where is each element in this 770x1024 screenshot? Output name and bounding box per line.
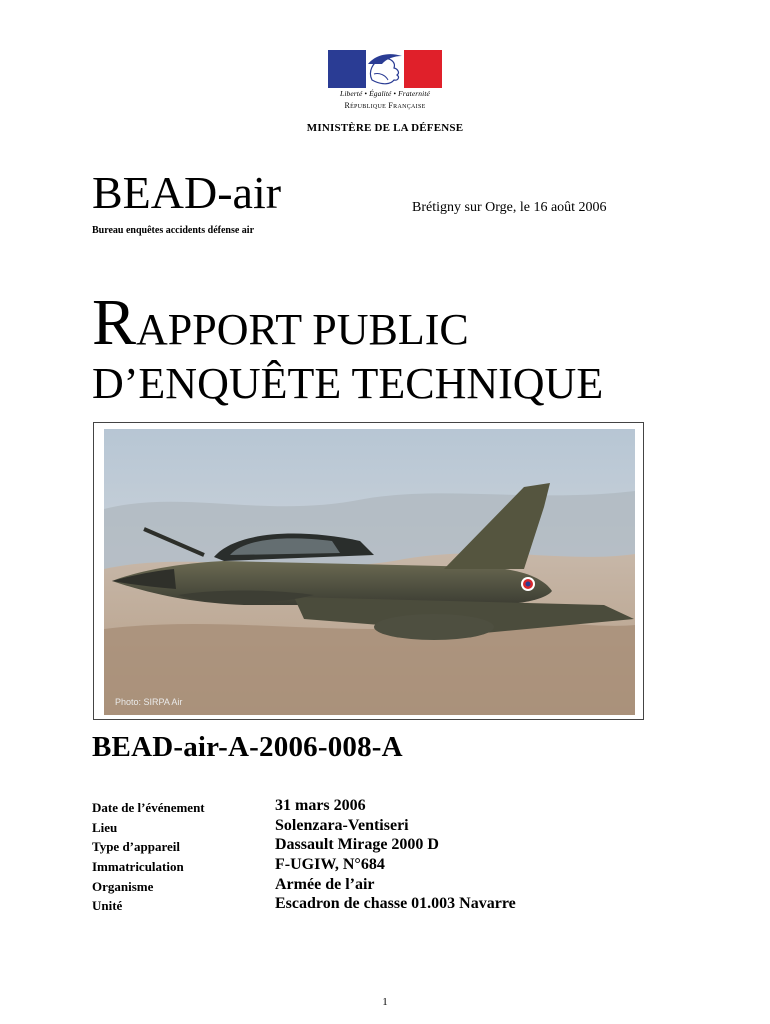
report-title-initial: R bbox=[92, 286, 137, 359]
report-title-line-1 bbox=[92, 286, 469, 359]
organization-name: BEAD-air bbox=[92, 167, 282, 218]
detail-value: Escadron de chasse 01.003 Navarre bbox=[275, 895, 516, 913]
republic-name: République Française bbox=[344, 101, 426, 110]
detail-label: Lieu bbox=[92, 819, 118, 835]
detail-label: Date de l’événement bbox=[92, 800, 205, 815]
report-title-line-1-rest: APPORT PUBLIC bbox=[136, 305, 469, 354]
organization-full-name: Bureau enquêtes accidents défense air bbox=[92, 225, 255, 236]
ministry-name: MINISTÈRE DE LA DÉFENSE bbox=[306, 122, 464, 134]
detail-label: Unité bbox=[92, 898, 123, 914]
report-reference: BEAD-air-A-2006-008-A bbox=[92, 731, 403, 763]
report-title-line-2: D’ENQUÊTE TECHNIQUE bbox=[92, 359, 604, 408]
detail-label: Immatriculation bbox=[92, 859, 184, 875]
cover-photo bbox=[93, 422, 644, 720]
detail-value: F-UGIW, N°684 bbox=[275, 856, 385, 874]
aircraft-photo-image bbox=[104, 429, 635, 715]
detail-value: Solenzara-Ventiseri bbox=[275, 816, 409, 834]
photo-credit: Photo: SIRPA Air bbox=[115, 697, 183, 707]
marianne-logo bbox=[328, 50, 442, 116]
detail-value: Armée de l’air bbox=[275, 875, 375, 893]
marianne-flag-icon bbox=[328, 50, 442, 88]
page-number: 1 bbox=[382, 996, 388, 1008]
detail-label: Organisme bbox=[92, 878, 154, 894]
republic-motto: Liberté • Égalité • Fraternité bbox=[340, 89, 430, 98]
place-and-date: Brétigny sur Orge, le 16 août 2006 bbox=[412, 200, 607, 215]
detail-value: 31 mars 2006 bbox=[275, 797, 366, 814]
detail-value: Dassault Mirage 2000 D bbox=[275, 836, 439, 854]
detail-label: Type d’appareil bbox=[92, 839, 181, 855]
